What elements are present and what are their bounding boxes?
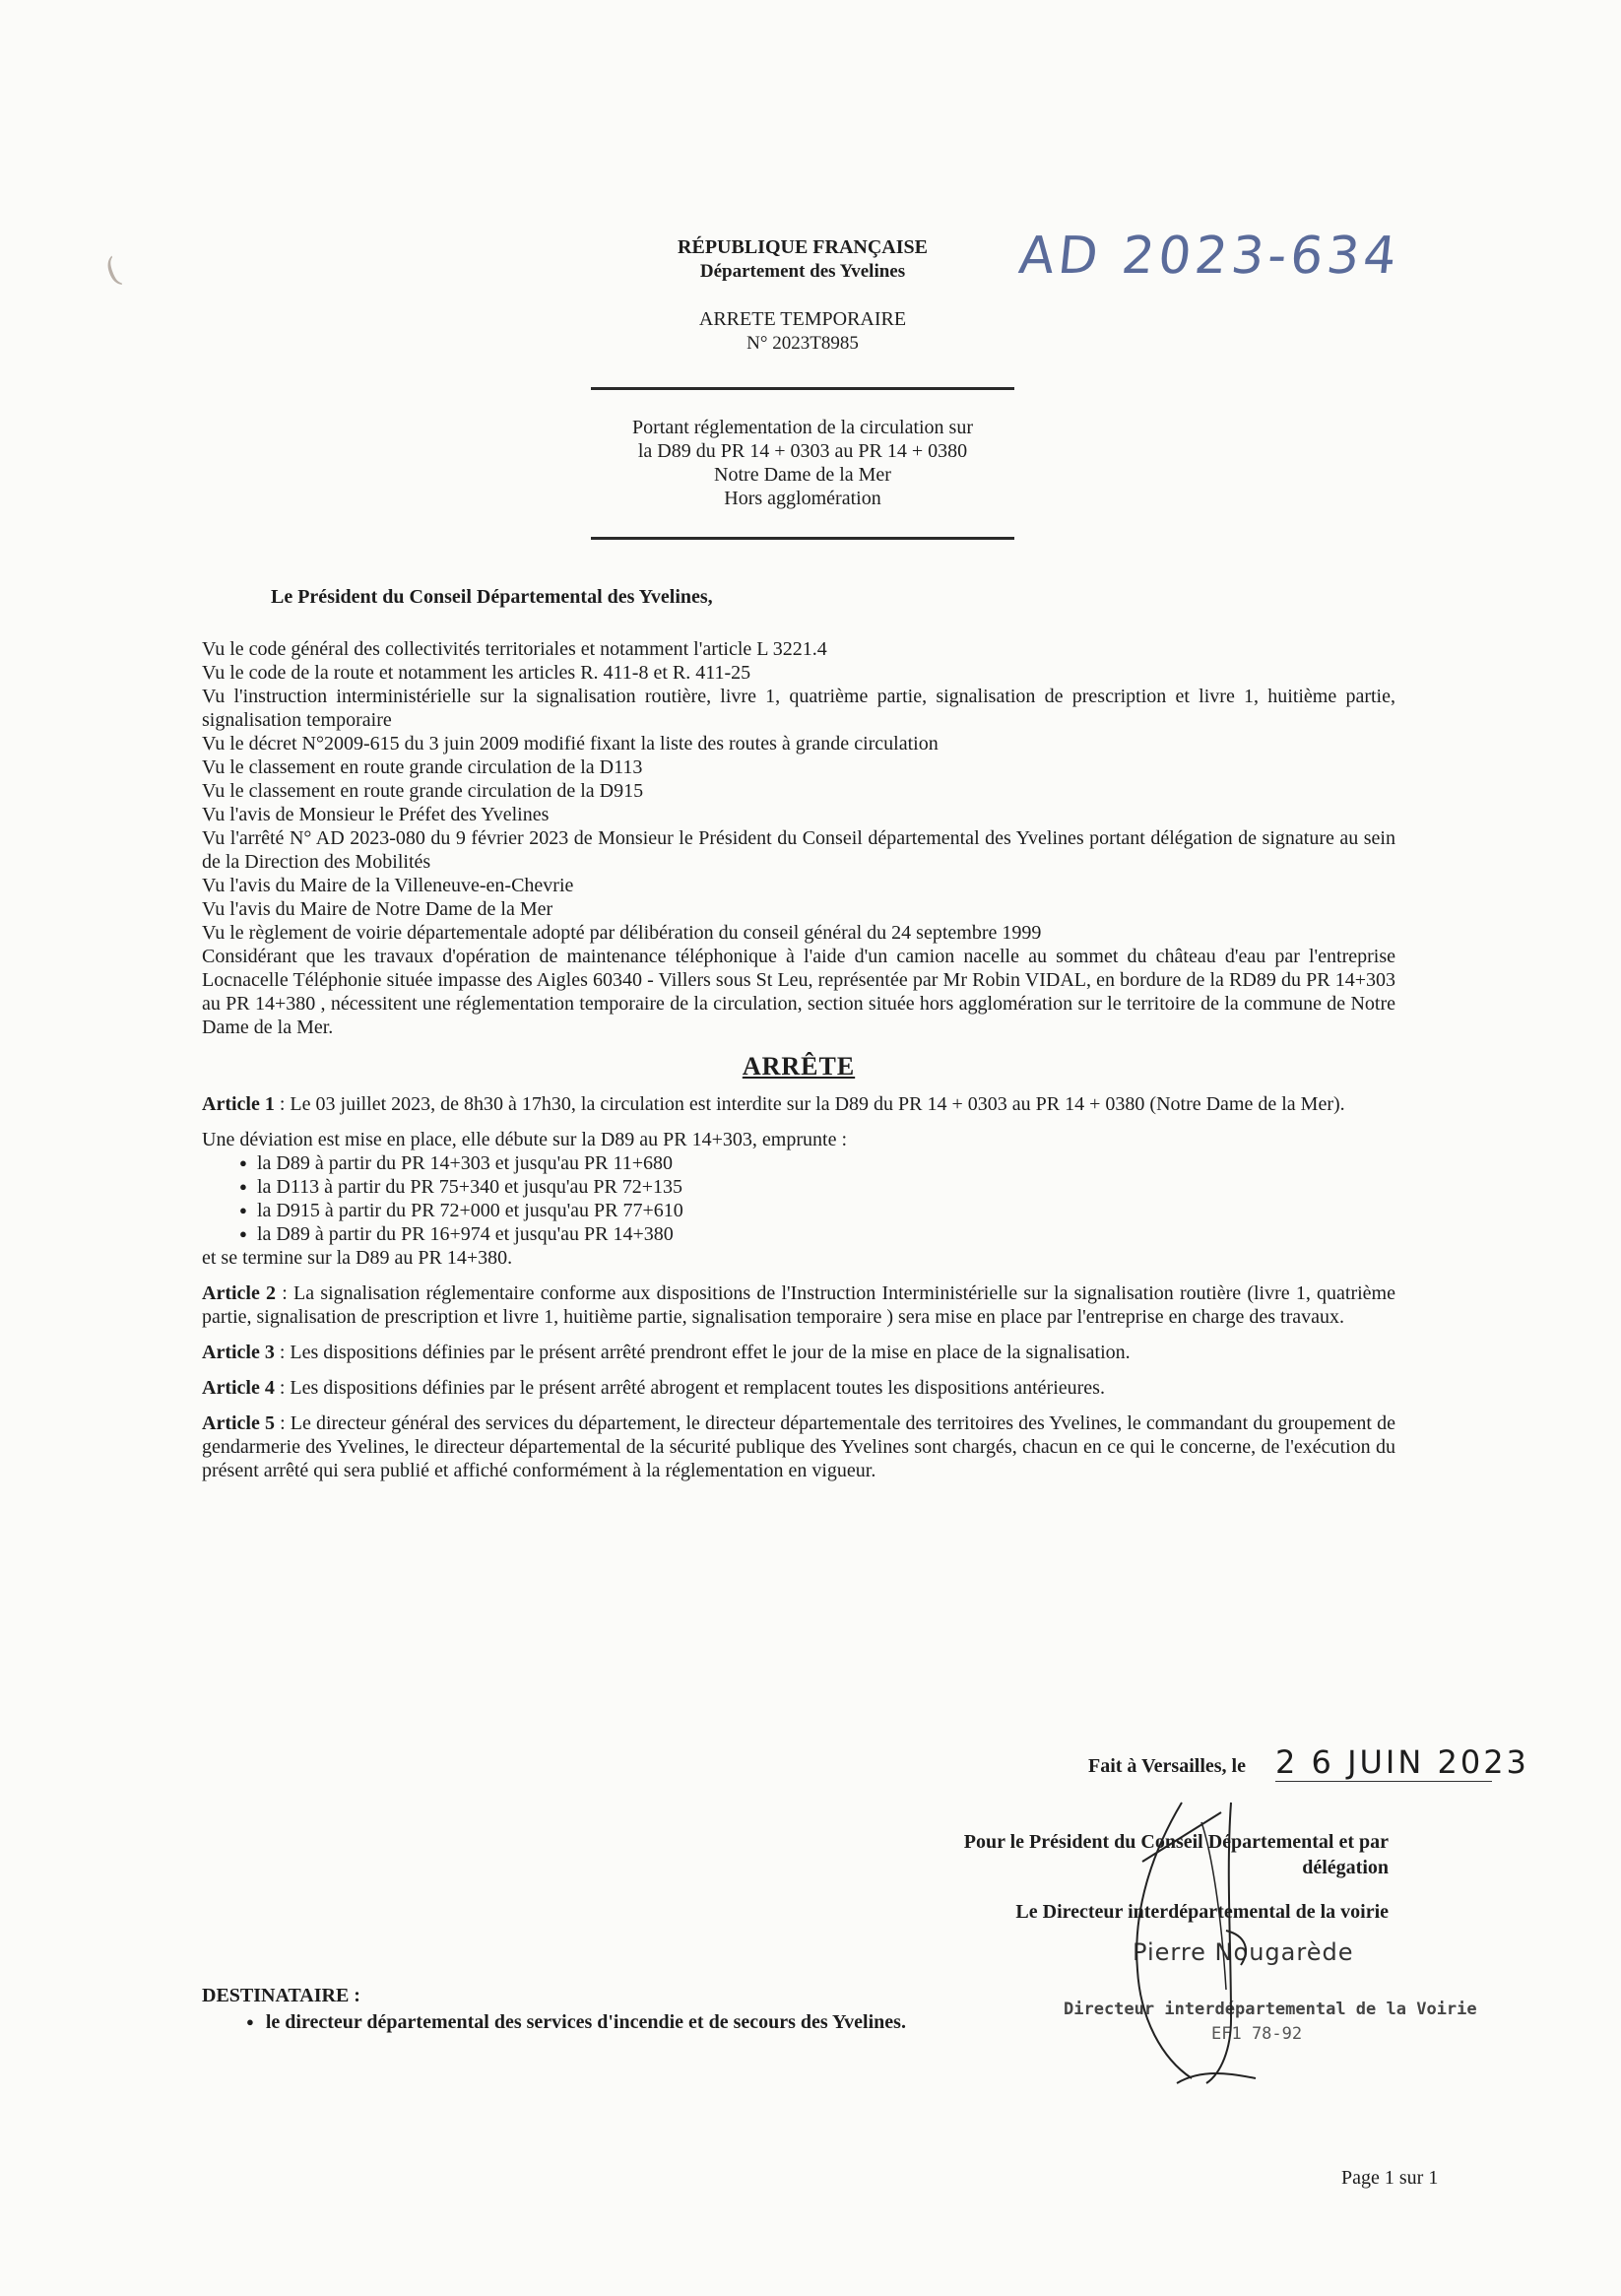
article-label: Article 4 (202, 1377, 275, 1399)
president-title: Le Président du Conseil Départemental des Yvelines, (271, 586, 713, 608)
stamp-service-line: Directeur interdépartemental de la Voirie (1064, 2000, 1477, 2019)
deviation-intro: Une déviation est mise en place, elle débute sur la D89 au PR 14+303, emprunte : (202, 1129, 847, 1150)
stamp-code: EF1 78-92 (1211, 2024, 1303, 2044)
considerant-paragraph: Considérant que les travaux d'opération de maintenance téléphonique à l'aide d'un camion nacelle au sommet du château d'eau par l'entreprise Locnacelle Téléphonie située impasse des Aigles 60340 - Villers sous St Leu, représentée par Mr Robin VIDAL, en bordure de la RD89 du PR 14+303 au PR 14+380 , nécessitent une réglementation temporaire de la circulation, section située hors agglomération sur le territoire de la commune de Notre Dame de la Mer. (202, 946, 1395, 1038)
objet-line: Portant réglementation de la circulation sur (632, 417, 973, 438)
article-text: : Le directeur général des services du département, le directeur départementale des territoires des Yvelines, le commandant du groupement de gendarmerie des Yvelines, le directeur départemental de la sécurité publique des Yvelines sont chargés, chacun en ce qui le concerne, de l'exécution du présent arrêté qui sera publié et affiché conformément à la réglementation en vigueur. (202, 1412, 1395, 1481)
article-text: : La signalisation réglementaire conforme aux dispositions de l'Instruction Interministérielle sur la signalisation routière (livre 1, quatrième partie, signalisation de prescription et livre 1, huitième partie, signalisation temporaire ) sera mise en place par l'entreprise en charge des travaux. (202, 1282, 1395, 1328)
article-label: Article 5 (202, 1412, 275, 1434)
deviation-end: et se termine sur la D89 au PR 14+380. (202, 1247, 513, 1269)
article-text: : Les dispositions définies par le présent arrêté abrogent et remplacent toutes les dispositions antérieures. (274, 1377, 1105, 1399)
arrete-heading: ARRÊTE (742, 1052, 856, 1081)
article-3 (202, 1341, 1395, 1364)
fait-label: Fait à Versailles, le (1088, 1755, 1246, 1777)
stamp-signatory-name: Pierre Nougarède (1133, 1938, 1354, 1966)
date-stamp: 2 6 JUIN 2023 (1275, 1743, 1529, 1781)
handwritten-reference: AD 2023-634 (1015, 227, 1403, 286)
document-header (551, 234, 1054, 356)
destinataire-item: ● le directeur départemental des services d'incendie et de secours des Yvelines. (246, 2011, 906, 2034)
article-text: : Le 03 juillet 2023, de 8h30 à 17h30, la circulation est interdite sur la D89 du PR 14 + 0303 au PR 14 + 0380 (Notre Dame de la Mer). (274, 1093, 1345, 1115)
visa-line: Vu le classement en route grande circulation de la D113 (202, 756, 643, 778)
deviation-item: ● la D915 à partir du PR 72+000 et jusqu'au PR 77+610 (239, 1199, 1395, 1222)
stray-pen-mark: ( (99, 249, 126, 293)
objet-line: la D89 du PR 14 + 0303 au PR 14 + 0380 (637, 440, 968, 462)
deviation-item: ● la D113 à partir du PR 75+340 et jusqu'au PR 72+135 (239, 1175, 1395, 1199)
visa-line: Vu le règlement de voirie départementale adopté par délibération du conseil général du 24 septembre 1999 (202, 922, 1042, 944)
arrete-type: ARRETE TEMPORAIRE (698, 308, 907, 330)
delegation-line: Pour le Président du Conseil Départemental et par (963, 1831, 1389, 1853)
fait-a-versailles (1088, 1743, 1529, 1781)
visa-line: Vu le code général des collectivités territoriales et notamment l'article L 3221.4 (202, 638, 827, 660)
arrete-number: N° 2023T8985 (746, 333, 859, 354)
article-label: Article 3 (202, 1342, 275, 1363)
article-1 (202, 1092, 1395, 1116)
divider-top (591, 387, 1014, 390)
page-number: Page 1 sur 1 (1341, 2167, 1439, 2189)
objet-line: Hors agglomération (724, 488, 881, 509)
delegation-line: délégation (1302, 1857, 1389, 1878)
visa-line: Vu le classement en route grande circulation de la D915 (202, 780, 644, 802)
document-body (202, 637, 1395, 1482)
destinataire-heading: DESTINATAIRE : (202, 1985, 360, 2006)
visa-line: Vu l'avis de Monsieur le Préfet des Yvelines (202, 804, 550, 825)
visa-line: Vu le décret N°2009-615 du 3 juin 2009 modifié fixant la liste des routes à grande circulation (202, 733, 939, 754)
article-4 (202, 1376, 1395, 1400)
objet-block (561, 416, 1044, 510)
objet-line: Notre Dame de la Mer (714, 464, 891, 486)
article-text: : Les dispositions définies par le présent arrêté prendront effet le jour de la mise en place de la signalisation. (274, 1342, 1131, 1363)
visa-line: Vu l'arrêté N° AD 2023-080 du 9 février 2023 de Monsieur le Président du Conseil départemental des Yvelines portant délégation de signature au sein de la Direction des Mobilités (202, 827, 1395, 873)
visa-line: Vu l'avis du Maire de Notre Dame de la Mer (202, 898, 553, 920)
deviation-item: ● la D89 à partir du PR 16+974 et jusqu'au PR 14+380 (239, 1222, 1395, 1246)
deviation-list (202, 1151, 1395, 1246)
article-5 (202, 1411, 1395, 1482)
visa-line: Vu l'avis du Maire de la Villeneuve-en-Chevrie (202, 875, 574, 896)
divider-bottom (591, 537, 1014, 540)
departement-heading: Département des Yvelines (699, 261, 906, 282)
visa-line: Vu l'instruction interministérielle sur la signalisation routière, livre 1, quatrième partie, signalisation de prescription et livre 1, huitième partie, signalisation temporaire (202, 686, 1395, 731)
visa-line: Vu le code de la route et notamment les articles R. 411-8 et R. 411-25 (202, 662, 751, 684)
article-label: Article 1 (202, 1093, 275, 1115)
handwritten-signature (1083, 1793, 1303, 2088)
article-label: Article 2 (202, 1282, 277, 1304)
directeur-title: Le Directeur interdépartemental de la voirie (1015, 1901, 1389, 1923)
republique-heading: RÉPUBLIQUE FRANÇAISE (678, 236, 928, 258)
deviation-item: ● la D89 à partir du PR 14+303 et jusqu'au PR 11+680 (239, 1151, 1395, 1175)
article-2 (202, 1281, 1395, 1329)
